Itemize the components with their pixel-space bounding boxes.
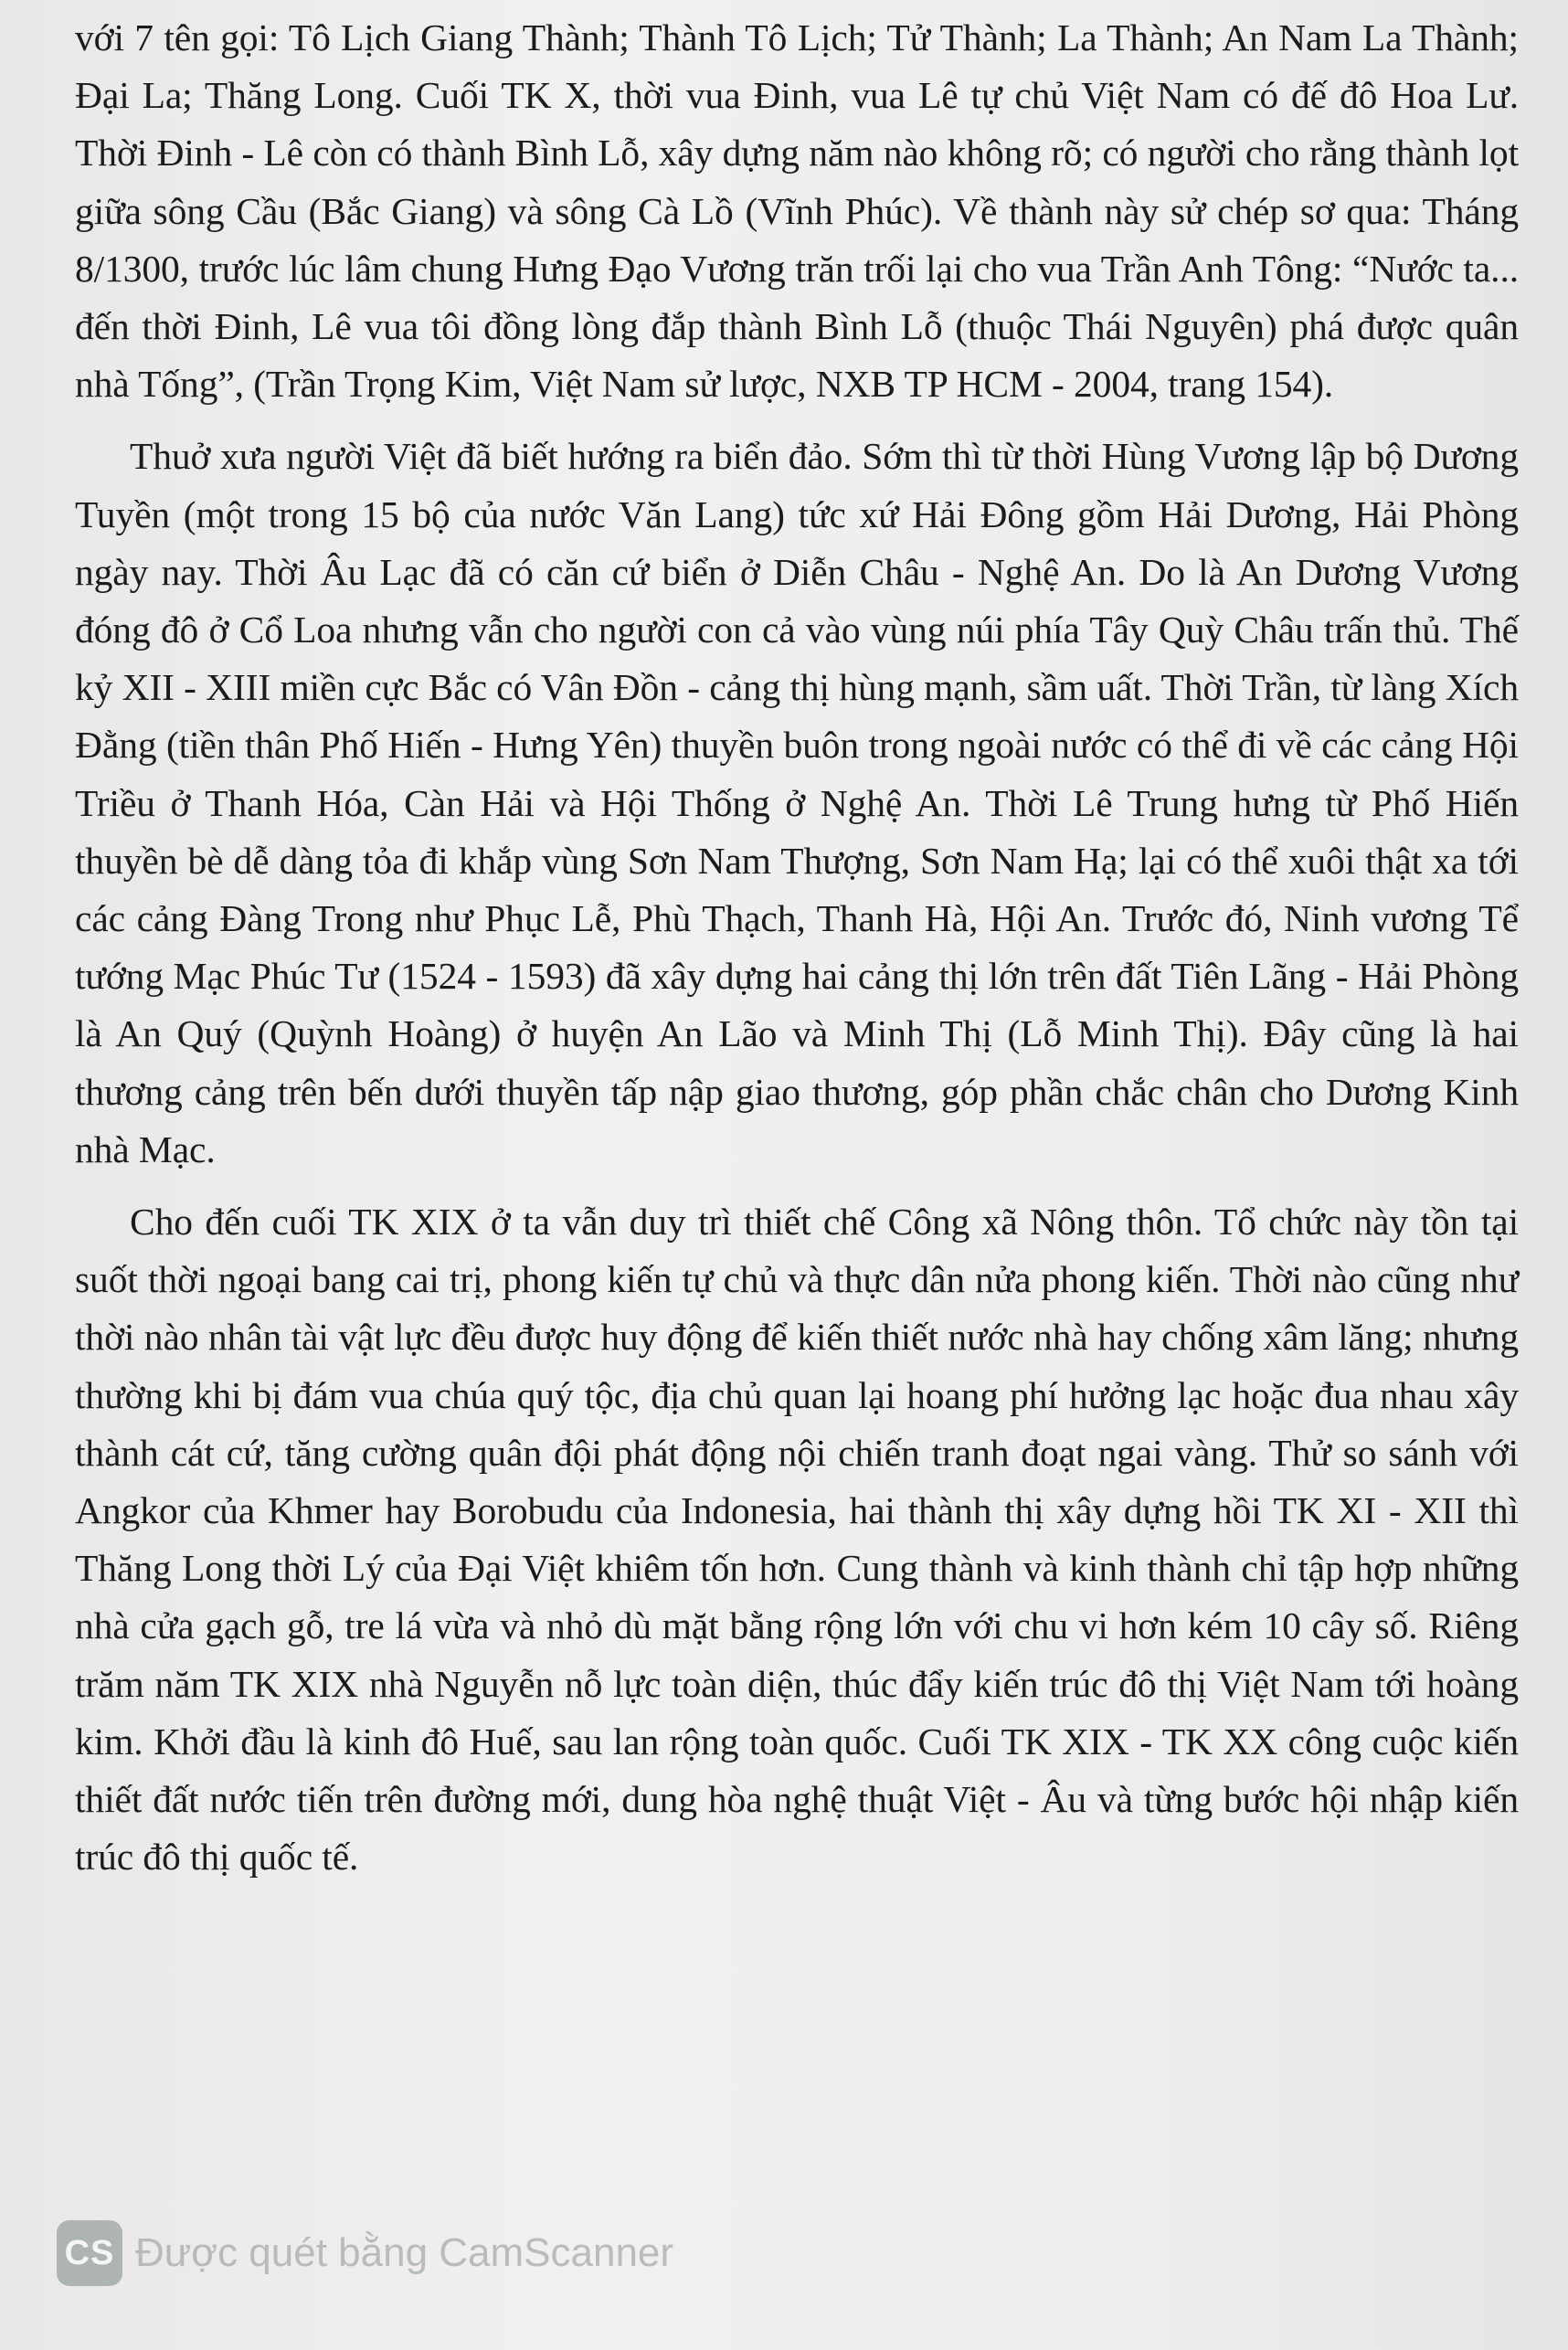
paragraph-2: Thuở xưa người Việt đã biết hướng ra biển đảo. Sớm thì từ thời Hùng Vương lập bộ Dương Tuyền (một trong 15 bộ của nước Văn Lang) tức xứ Hải Đông gồm Hải Dương, Hải Phòng ngày nay. Thời Âu Lạc đã có căn cứ biển ở Diễn Châu - Nghệ An. Do là An Dương Vương đóng đô ở Cổ Loa nhưng vẫn cho người con cả vào vùng núi phía Tây Quỳ Châu trấn thủ. Thế kỷ XII - XIII miền cực Bắc có Vân Đồn - cảng thị hùng mạnh, sầm uất. Thời Trần, từ làng Xích Đằng (tiền thân Phố Hiến - Hưng Yên) thuyền buôn trong ngoài nước có thể đi về các cảng Hội Triều ở Thanh Hóa, Càn Hải và Hội Thống ở Nghệ An. Thời Lê Trung hưng từ Phố Hiến thuyền bè dễ dàng tỏa đi khắp vùng Sơn Nam Thượng, Sơn Nam Hạ; lại có thể xuôi thật xa tới các cảng Đàng Trong như Phục Lễ, Phù Thạch, Thanh Hà, Hội An. Trước đó, Ninh vương Tể tướng Mạc Phúc Tư (1524 - 1593) đã xây dựng hai cảng thị lớn trên đất Tiên Lãng - Hải Phòng là An Quý (Quỳnh Hoàng) ở huyện An Lão và Minh Thị (Lỗ Minh Thị). Đây cũng là hai thương cảng trên bến dưới thuyền tấp nập giao thương, góp phần chắc chân cho Dương Kinh nhà Mạc. — [75, 435, 1519, 1170]
camscanner-watermark — [57, 2220, 673, 2286]
body-text — [75, 9, 1519, 1887]
camscanner-logo-icon: CS — [57, 2220, 122, 2286]
watermark-text: Được quét bằng CamScanner — [135, 2230, 674, 2275]
paragraph-3: Cho đến cuối TK XIX ở ta vẫn duy trì thiết chế Công xã Nông thôn. Tổ chức này tồn tại suốt thời ngoại bang cai trị, phong kiến tự chủ và thực dân nửa phong kiến. Thời nào cũng như thời nào nhân tài vật lực đều được huy động để kiến thiết nước nhà hay chống xâm lăng; nhưng thường khi bị đám vua chúa quý tộc, địa chủ quan lại hoang phí hưởng lạc hoặc đua nhau xây thành cát cứ, tăng cường quân đội phát động nội chiến tranh đoạt ngai vàng. Thử so sánh với Angkor của Khmer hay Borobudu của Indonesia, hai thành thị xây dựng hồi TK XI - XII thì Thăng Long thời Lý của Đại Việt khiêm tốn hơn. Cung thành và kinh thành chỉ tập hợp những nhà cửa gạch gỗ, tre lá vừa và nhỏ dù mặt bằng rộng lớn với chu vi hơn kém 10 cây số. Riêng trăm năm TK XIX nhà Nguyễn nỗ lực toàn diện, thúc đẩy kiến trúc đô thị Việt Nam tới hoàng kim. Khởi đầu là kinh đô Huế, sau lan rộng toàn quốc. Cuối TK XIX - TK XX công cuộc kiến thiết đất nước tiến trên đường mới, dung hòa nghệ thuật Việt - Âu và từng bước hội nhập kiến trúc đô thị quốc tế. — [75, 1201, 1519, 1879]
paragraph-1: với 7 tên gọi: Tô Lịch Giang Thành; Thành Tô Lịch; Tử Thành; La Thành; An Nam La Thành; Đại La; Thăng Long. Cuối TK X, thời vua Đinh, vua Lê tự chủ Việt Nam có đế đô Hoa Lư. Thời Đinh - Lê còn có thành Bình Lỗ, xây dựng năm nào không rõ; có người cho rằng thành lọt giữa sông Cầu (Bắc Giang) và sông Cà Lồ (Vĩnh Phúc). Về thành này sử chép sơ qua: Tháng 8/1300, trước lúc lâm chung Hưng Đạo Vương trăn trối lại cho vua Trần Anh Tông: “Nước ta... đến thời Đinh, Lê vua tôi đồng lòng đắp thành Bình Lỗ (thuộc Thái Nguyên) phá được quân nhà Tống”, (Trần Trọng Kim, Việt Nam sử lược, NXB TP HCM - 2004, trang 154). — [75, 16, 1519, 406]
